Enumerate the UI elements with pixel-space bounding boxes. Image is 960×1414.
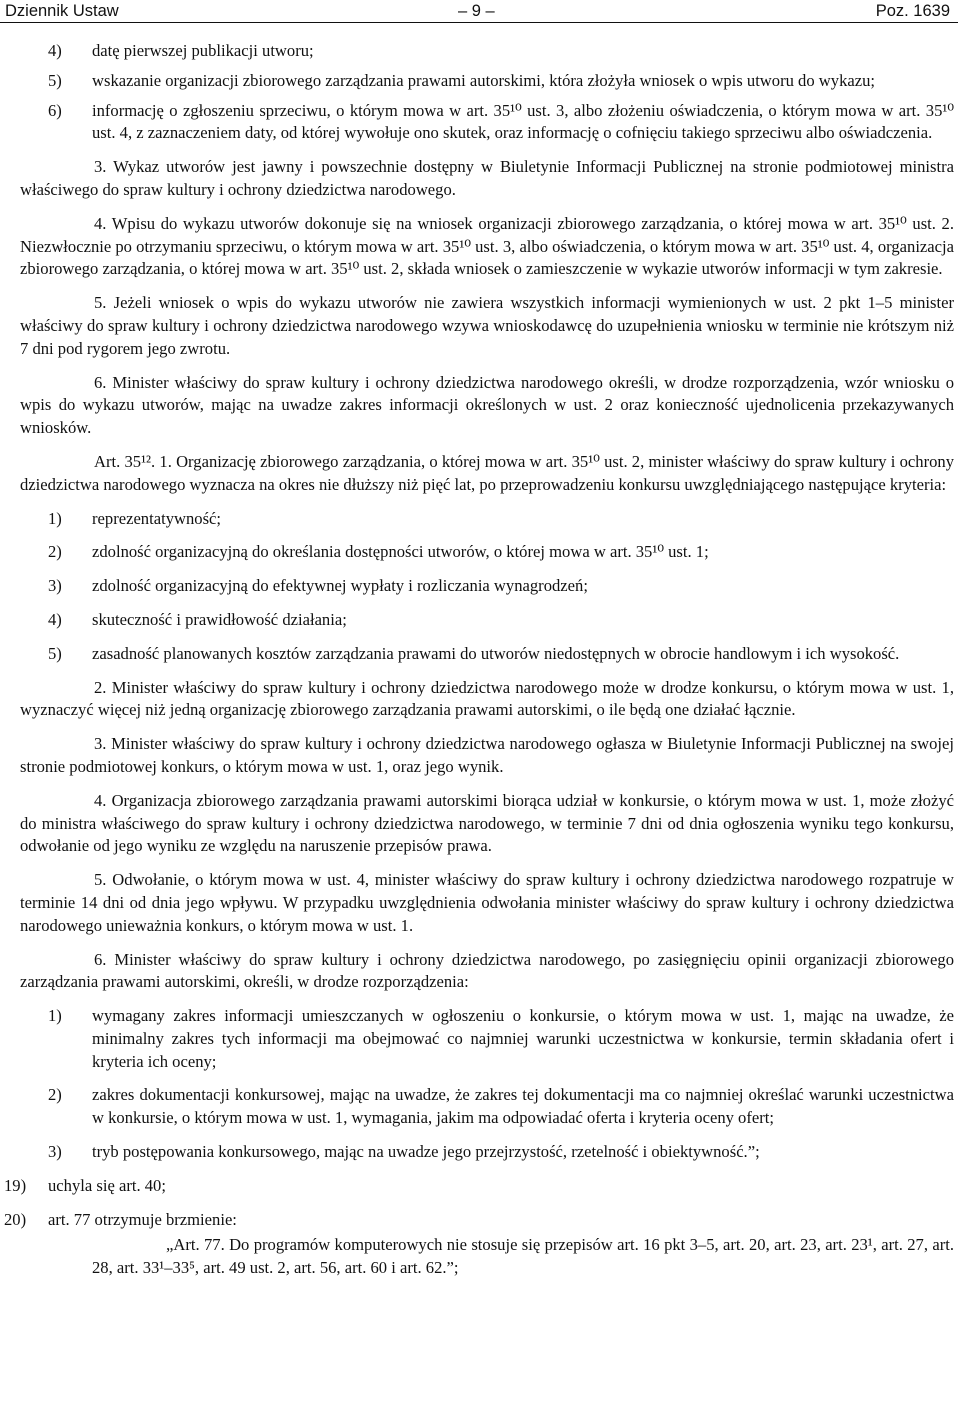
list-item: 4) skuteczność i prawidłowość działania; bbox=[48, 609, 347, 629]
list-item: 19) uchyla się art. 40; bbox=[4, 1175, 166, 1195]
page-number: – 9 – bbox=[458, 2, 495, 20]
paragraph: 5. Odwołanie, o którym mowa w ust. 4, minister właściwy do spraw kultury i ochrony dziedzictwa narodowego rozpatruje w terminie 14 dni od dnia jego wpływu. W przypadku uwzględnienia odwołania minister właściwy do spraw kultury i ochrony dziedzictwa narodowego unieważnia konkurs, o którym mowa w ust. 1. bbox=[20, 870, 954, 935]
list-item: 4) datę pierwszej publikacji utworu; bbox=[48, 41, 314, 60]
list-item: 1) reprezentatywność; bbox=[48, 508, 221, 528]
list-item: 5) wskazanie organizacji zbiorowego zarządzania prawami autorskimi, która złożyła wniosek o wpis utworu do wykazu; bbox=[48, 70, 876, 90]
page-header bbox=[0, 0, 958, 23]
document-body bbox=[4, 40, 954, 1283]
list-item: 1) wymagany zakres informacji umieszczanych w ogłoszeniu o konkursie, o którym mowa w ust. 1, mając na uwadze, że minimalny zakres tych informacji ma obejmować co najmniej warunki uczestnictwa w konkursie, termin składania ofert i kryteria ich oceny; bbox=[48, 1006, 954, 1071]
paragraph: 4. Wpisu do wykazu utworów dokonuje się na wniosek organizacji zbiorowego zarządzania, o której mowa w art. 35¹⁰ ust. 2. Niezwłocznie po otrzymaniu sprzeciwu, o którym mowa w art. 35¹⁰ ust. 3, albo oświadczenia, o którym mowa w art. 35¹⁰ ust. 4, organizacja zbiorowego zarządzania, o której mowa w art. 35¹⁰ ust. 2, składa wniosek o zamieszczenie w wykazie utworów informacji w tym zakresie. bbox=[20, 213, 954, 279]
paragraph: 2. Minister właściwy do spraw kultury i ochrony dziedzictwa narodowego może w drodze konkursu, o którym mowa w ust. 1, wyznaczyć więcej niż jedną organizację zbiorowego zarządzania prawami autorskimi, o ile będą one działać łącznie. bbox=[20, 677, 954, 720]
paragraph: 5. Jeżeli wniosek o wpis do wykazu utworów nie zawiera wszystkich informacji wymienionych w ust. 2 pkt 1–5 minister właściwy do spraw kultury i ochrony dziedzictwa narodowego wzywa wnioskodawcę do uzupełnienia wniosku w terminie nie krótszym niż 7 dni pod rygorem jego zwrotu. bbox=[20, 293, 954, 358]
list-item: 2) zakres dokumentacji konkursowej, mając na uwadze, że zakres tej dokumentacji ma co najmniej określać warunki uczestnictwa w konkursie, o którym mowa w ust. 1, wymagania, jakim ma odpowiadać oferta i kryteria oceny ofert; bbox=[48, 1085, 954, 1128]
list-item: 3) zdolność organizacyjną do efektywnej wypłaty i rozliczania wynagrodzeń; bbox=[48, 576, 588, 596]
list-item: 2) zdolność organizacyjną do określania dostępności utworów, o której mowa w art. 35¹⁰ ust. 1; bbox=[48, 542, 709, 562]
quoted-article: „Art. 77. Do programów komputerowych nie stosuje się przepisów art. 16 pkt 3–5, art. 20, art. 23, art. 23¹, art. 27, art. 28, art. 33¹–33⁵, art. 49 ust. 2, art. 56, art. 60 i art. 62.”; bbox=[92, 1235, 954, 1278]
list-item: 20) art. 77 otrzymuje brzmienie: bbox=[4, 1209, 237, 1229]
article-paragraph: Art. 35¹². 1. Organizację zbiorowego zarządzania, o której mowa w art. 35¹⁰ ust. 2, minister właściwy do spraw kultury i ochrony dziedzictwa narodowego wyznacza na okres nie dłuższy niż pięć lat, po przeprowadzeniu konkursu uwzględniającego następujące kryteria: bbox=[20, 451, 954, 494]
list-item: 3) tryb postępowania konkursowego, mając na uwadze jego przejrzystość, rzetelność i obiektywność.”; bbox=[48, 1142, 760, 1162]
list-item: 6) informację o zgłoszeniu sprzeciwu, o którym mowa w art. 35¹⁰ ust. 3, albo złożeniu oświadczenia, o którym mowa w art. 35¹⁰ ust. 4, z zaznaczeniem daty, od której wywołuje ono skutek, oraz informację o cofnięciu takiego sprzeciwu albo oświadczenia. bbox=[48, 100, 954, 143]
paragraph: 4. Organizacja zbiorowego zarządzania prawami autorskimi biorąca udział w konkursie, o którym mowa w ust. 1, może złożyć do ministra właściwego do spraw kultury i ochrony dziedzictwa narodowego, w terminie 7 dni od dnia ogłoszenia wyniku tego konkursu, odwołanie od jego wyniku ze względu na naruszenie przepisów prawa. bbox=[20, 790, 954, 856]
paragraph: 6. Minister właściwy do spraw kultury i ochrony dziedzictwa narodowego określi, w drodze rozporządzenia, wzór wniosku o wpis do wykazu utworów, mając na uwadze zakres informacji określonych w ust. 2 oraz konieczność ujednolicenia przekazywanych wniosków. bbox=[20, 372, 954, 438]
journal-name: Dziennik Ustaw bbox=[5, 2, 119, 20]
paragraph: 6. Minister właściwy do spraw kultury i ochrony dziedzictwa narodowego, po zasięgnięciu opinii organizacji zbiorowego zarządzania prawami autorskimi, określi, w drodze rozporządzenia: bbox=[20, 949, 954, 992]
list-item: 5) zasadność planowanych kosztów zarządzania prawami do utworów niedostępnych w obrocie handlowym i ich wysokość. bbox=[48, 643, 900, 663]
paragraph: 3. Wykaz utworów jest jawny i powszechnie dostępny w Biuletynie Informacji Publicznej na stronie podmiotowej ministra właściwego do spraw kultury i ochrony dziedzictwa narodowego. bbox=[20, 157, 954, 199]
position-number: Poz. 1639 bbox=[875, 2, 950, 20]
paragraph: 3. Minister właściwy do spraw kultury i ochrony dziedzictwa narodowego ogłasza w Biuletynie Informacji Publicznej na swojej stronie podmiotowej konkurs, o którym mowa w ust. 1, oraz jego wynik. bbox=[20, 734, 954, 776]
